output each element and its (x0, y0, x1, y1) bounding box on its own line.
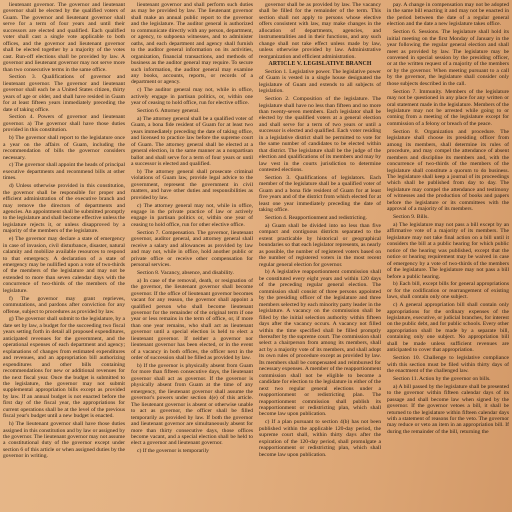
paragraph: c) A general appropriation bill shall contain only appropriations for the ordinary expenses of the legislature, executive, or judicial branches, for interest on the public debt, and for public schools. Every other appropriation shall be made by a separate bill, containing only one subject. No appropriation bill shall be made unless sufficient revenues are anticipated to cover that appropriation. (387, 302, 509, 354)
paragraph: Section 4. Powers of governor and lieutenant governor. a) The governor shall have those duties provided in this constitution. (3, 114, 125, 134)
paragraph: Section 3. Qualifications of governor and lieutenant governor. The governor and lieutenant governor shall each be a United States citizen, thirty years of age or older, and shall have resided in Guam for at least fifteen years immediately preceding the date of taking office. (3, 74, 125, 113)
paragraph: f) The governor may grant reprieves, commutations, and pardons after conviction for any offense, subject to procedures as provided by law. (3, 295, 125, 315)
paragraph: e) The governor may declare a state of emergency in case of invasion, civil disturbance, disaster, natural calamity and mobilize available resources to respond to that emergency. A declaration of a state of emergency may be nullified upon a vote of two-thirds of the members of the legislature and may not be extended to more than seven calendar days with the concurrence of two-thirds of the members of the legislature. (3, 236, 125, 294)
paragraph: pay. A change in compensation may not be adopted in the same bill enacting it and may not be enacted in the period between the date of a regular general election and the date a new legislature takes office. (387, 2, 509, 28)
paragraph: c) The governor shall appoint the heads of principal executive departments and recommend bills at other times. (3, 162, 125, 182)
paragraph: a) In case of the removal, death, or resignation of the governor, the lieutenant governor shall become governor. If the office of lieutenant governor becomes vacant for any reason, the governor shall appoint a qualified person who shall become lieutenant governor for the remainder of the original term if one year or less remains in the term of office, or, if more than one year remains, who shall act as lieutenant governor until a special election is held to elect a lieutenant governor. If neither a governor nor lieutenant governor has been elected, or in the event of a vacancy in both offices, the officer next in the order of succession shall be filled as provided by law. (131, 277, 253, 362)
paragraph: governor shall be as provided by law. The vacancy shall be filled for the remainder of the term. This section shall not apply to persons whose elective offers consistent with law, may make changes in the allocation of departments, agencies, and instrumentalities and in their functions, and any such change shall not take effect unless made by law, unless otherwise provided by law. Administrative reorganization and efficient administration. (259, 2, 381, 60)
paragraph: Section 8. Organization and procedure. The legislature shall choose its presiding officer from among its members, shall determine its rules of procedure, and may compel the attendance of absent members and discipline its members and, with the concurrence of two-thirds of the members of the legislature shall constitute a quorum to do business. The legislature shall keep a journal of its proceedings which shall be published from day to day. The legislature may compel the attendance and testimony of witnesses and the production of books and papers before the legislature or its committees with the approval of a majority of its members. (387, 128, 509, 213)
column-3 (259, 2, 381, 512)
column-1 (3, 2, 125, 512)
paragraph: d) Unless otherwise provided in this constitution, the governor shall be responsible for proper and efficient administration of the executive branch and may remove the directors of departments and agencies. An appointment shall be submitted promptly to the legislature and shall become effective unless the legislature rejects it, or unless disapproved by a majority of the members of the legislature. (3, 183, 125, 235)
paragraph: Section 4. Reapportionment and redistricting. (265, 215, 367, 222)
paragraph: Section 7. Compensation. The governor, lieutenant governor, auditor general, and attorney general shall receive a salary and allowances as provided by law and may not, while in office, hold another public or private office or receive other compensation for personal services. (131, 229, 253, 269)
paragraph: c) The auditor general may not, while in office, actively engage in partisan politics, or, within one year of ceasing to hold office, run for elective office. (131, 87, 253, 107)
paragraph: g) The governor shall submit to the legislature, by a date set by law, a budget for the succeeding two fiscal years setting forth in detail all proposed expenditures, anticipated revenues for the government, and the operational expenses of each department and agency; explanations of changes from estimated expenditures and revenues, and an appropriation bill authorizing expenditures and other bills containing recommendations for new or additional revenues for the next fiscal year. Once the budget is submitted to the legislature, the governor may not submit supplemental appropriation bills except as provided by law. If an annual budget is not enacted before the first day of the fiscal year, the appropriations for current operations shall be at the level of the previous fiscal year's budget until a new budget is enacted. (3, 316, 125, 420)
paragraph: a) Guam shall be divided into no less than five compact and contiguous districts separated to the extent practicable by historical or geographical boundaries so that each legislator represents, as nearly as possible, the number of registered voters based on the number of registered voters in the most recent regular general election for governor. (259, 222, 381, 268)
paragraph: h) The lieutenant governor shall have those duties assigned in this constitution and by law or assigned by the governor. The lieutenant governor may not assume a constitutional duty of the governor except under section 6 of this article or when assigned duties by the governor in writing. (3, 421, 125, 460)
text-columns (3, 2, 509, 512)
paragraph: b) A legislative reapportionment commission shall be constituted every eight years and within 120 days of the preceding regular general election. The commission shall consist of three persons appointed by the presiding officer of the legislature and three members selected by each minority party leader in the legislature. A vacancy on the commission shall be filled by the initial selection authority within fifteen days after the vacancy occurs. A vacancy not filled within the time specified shall be filled promptly thereafter by the supreme court. The commission shall select a chairperson from among its members, shall act by a majority vote of its members, and shall adopt its own rules of procedure except as provided by law. Its members shall be compensated and reimbursed for necessary expenses. A member of the reapportionment commission shall not be eligible to become a candidate for election to the legislature in either of the next two regular general elections under a reapportionment or redistricting plan. The reapportionment commission shall publish its reapportionment or redistricting plan, which shall become law upon publication. (259, 269, 381, 418)
paragraph: lieutenant governor. The governor and lieutenant governor shall be elected by the qualified voters of Guam. The governor and lieutenant governor shall serve for a term of four years and until their successors are elected and qualified. Each qualified voter shall cast a single vote applicable to both offices, and the governor and lieutenant governor shall be elected together by a majority of the votes cast. Run-off elections shall be provided by law. A governor and lieutenant governor may not serve more than two consecutive terms in the same office. (3, 2, 125, 73)
paragraph: Section 3. Qualifications of legislators. Each member of the legislature shall be a qualified voter of Guam and a bona fide resident of Guam for at least five years and of the district from which elected for at least one year immediately preceding the date of taking office. (259, 174, 381, 214)
article-heading: ARTICLE V. LEGISLATIVE BRANCH (268, 61, 372, 68)
paragraph: b) Each bill, except bills for general appropriations or for the codification or rearrangement of existing laws, shall contain only one subject. (387, 281, 509, 301)
paragraph: b) The governor shall report to the legislature once a year on the affairs of Guam, including the recommendation of bills the governor considers necessary. (3, 135, 125, 161)
paragraph: Section 9. Bills. (393, 214, 429, 221)
column-4 (387, 2, 509, 512)
paragraph: Section 10. Challenge to legislative compliance with this section must be filed within thirty days of the enactment of the challenged law. (387, 355, 509, 375)
paragraph: Section 6. Sessions. The legislature shall hold its initial meeting on the first Monday of January in the year following the regular general election and shall meet as provided by law. The legislature may be convened in special session by the presiding officer, or at the written request of a majority of the members or by the governor. When meeting pursuant to a call by the governor, the legislature shall consider only those subjects described in the call. (387, 29, 509, 87)
paragraph: Section 6. Attorney general. (137, 108, 200, 115)
paragraph: b) The attorney general shall prosecute criminal violations of Guam law, provide legal advice to the government, represent the government in civil matters, and have other duties and responsibilities as provided by law. (131, 168, 253, 201)
paragraph: lieutenant governor and shall perform such duties as may be provided by law. The lieutenant governor shall make an annual public report to the governor and the legislature. The auditor general is authorized to communicate directly with any person, department, or agency, to subpoena witnesses, and to administer oaths, and each department and agency shall furnish to the auditor general information on its activities, organization, financial transactions, and methods of business as the auditor general may require. To secure such information, the auditor general may examine any books, accounts, reports, or records of a department or agency. (131, 2, 253, 86)
paragraph: c) If a plan pursuant to section 4(b) has not been published within the applicable 120-day period, the supreme court shall, within thirty days after the expiration of the 120-day period, shall promulgate a reapportionment or redistricting plan, which shall become law upon publication. (259, 419, 381, 458)
paragraph: Section 2. Composition of the legislature. The legislature shall have no less than fifteen and no more than twenty-seven members. Each legislator shall be elected by the qualified voters at a general election and shall serve for a term of two years or until a successor is elected and qualified. Each voter residing in a legislative district shall be permitted to vote for the same number of candidates to be elected within that district. The legislature shall be the judge of the election and qualifications of its members and may by law vest in the courts jurisdiction to determine contested elections. (259, 96, 381, 174)
paragraph: c) If the governor is temporarily (137, 448, 209, 455)
paragraph: a) A bill passed by the legislature shall be presented to the governor within fifteen calendar days of its passage and shall become law when signed by the governor. If the governor vetoes a bill, it shall be returned to the legislature within fifteen calendar days with a statement of reasons for the veto. The governor may reduce or veto an item in an appropriation bill. If during the remainder of the bill, returning the (387, 383, 509, 435)
paragraph: a) The attorney general shall be a qualified voter of Guam, a bona fide resident of Guam for at least two years immediately preceding the date of taking office, and licensed to practice law before the supreme court of Guam. The attorney general shall be elected at a general election, in the same manner as a nonpartisan ballot and shall serve for a term of four years or until a successor is elected and qualified. (131, 115, 253, 168)
paragraph: c) The attorney general may not, while in office, engage in the private practice of law or actively engage in partisan politics or, within one year of ceasing to hold office, run for other elective office. (131, 202, 253, 228)
paragraph: Section 7. Immunity. Members of the legislature may not be questioned in any place for any written or oral statement made in the legislature. Members of the legislature may not be arrested while going to or coming from a meeting of the legislature except for commission of a felony or breach of the peace. (387, 88, 509, 127)
paragraph: b) If the governor is physically absent from Guam for more than fifteen consecutive days, the lieutenant governor shall act as governor. If the governor is physically absent from Guam at the time of any emergency, the lieutenant governor shall assume the governor's powers under section 4(e) of this article. The lieutenant governor is absent or otherwise unable to act as governor, the officer shall be filled temporarily as provided by law. If both the governor and lieutenant governor are simultaneously absent for more than thirty consecutive days, those offices become vacant, and a special election shall be held to elect a governor and lieutenant governor. (131, 362, 253, 447)
paragraph: Section 1. Legislative power. The legislative power of Guam is vested in a single house designated the legislature of Guam and extends to all subjects of legislation. (259, 68, 381, 95)
paragraph: a) The legislature may not pass a bill except by an affirmative vote of a majority of its members. The legislature may not take final action on a bill until it considers the bill at a public hearing for which public notice of the hearing was published, except that the notice or hearing requirement may be waived in case of emergency by a vote of two-thirds of the members of the legislature. The legislature may not pass a bill before a public hearing. (387, 221, 509, 280)
paragraph: Section 8. Vacancy, absence, and disability. (137, 269, 234, 276)
paragraph: Section 11. Action by the governor on bills. (393, 375, 491, 382)
column-2 (131, 2, 253, 512)
